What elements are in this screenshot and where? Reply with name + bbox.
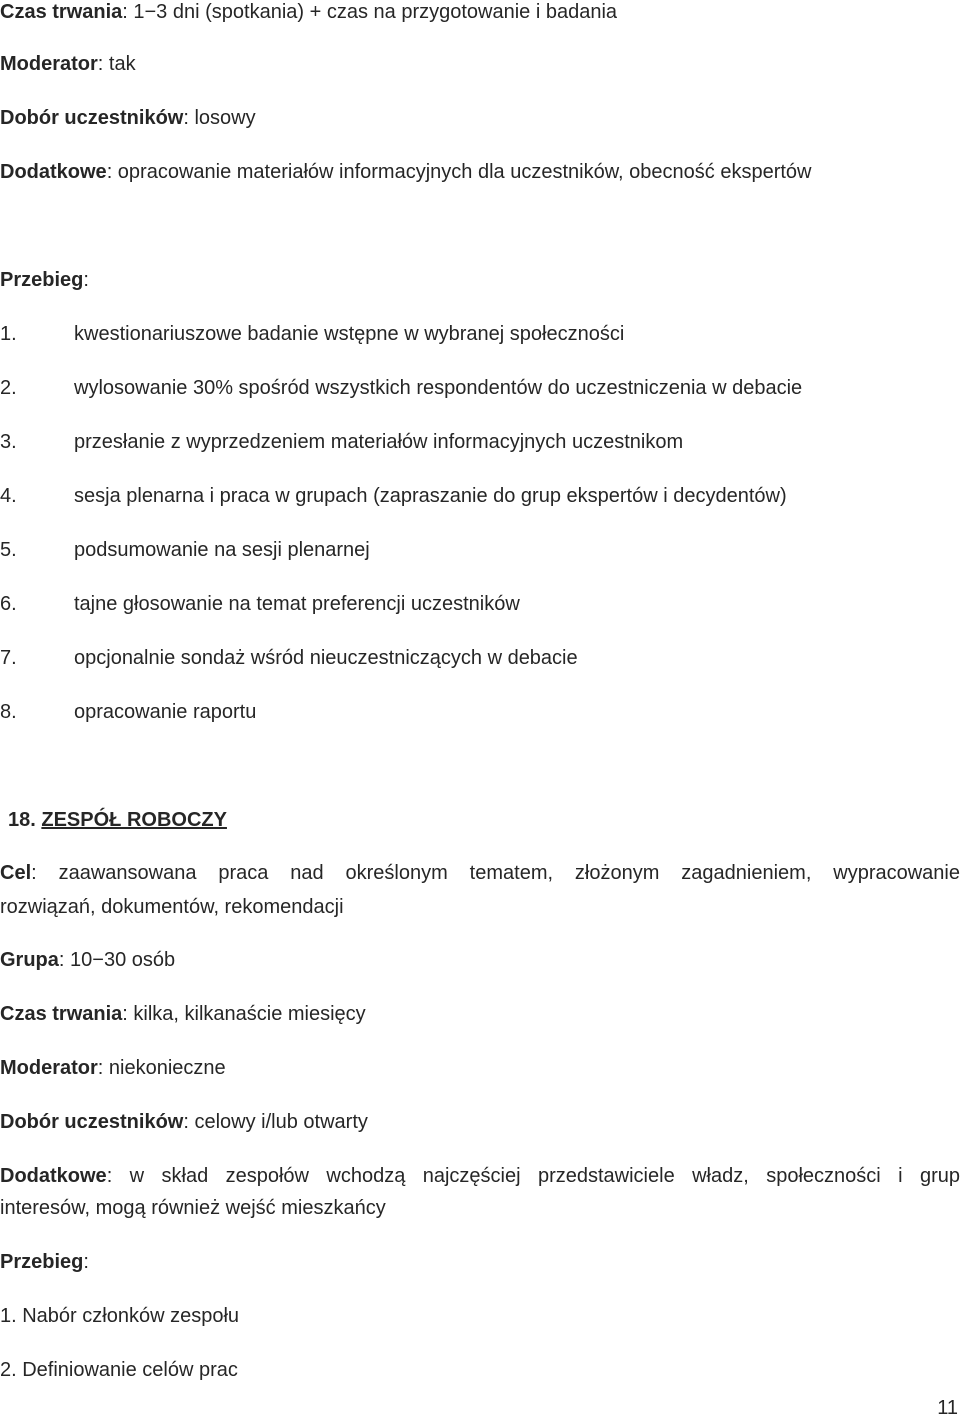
list-item	[0, 538, 370, 562]
goal-value-line1: : zaawansowana praca nad określonym tematem, złożonym zagadnieniem, wypracowanie	[31, 862, 960, 884]
duration-label: Czas trwania	[0, 1, 123, 23]
section-extra-label: Dodatkowe	[0, 1165, 107, 1187]
section-moderator-row	[0, 1056, 226, 1080]
list-item	[0, 700, 256, 724]
duration-value: : 1−3 dni (spotkania) + czas na przygotowanie i badania	[122, 1, 618, 23]
process-colon: :	[83, 269, 89, 291]
section-selection-label: Dobór uczestników	[0, 1111, 184, 1133]
section-title: ZESPÓŁ ROBOCZY	[41, 809, 227, 831]
list-item-text: 2. Definiowanie celów prac	[0, 1359, 238, 1381]
list-item	[0, 1304, 239, 1328]
list-item-text: tajne głosowanie na temat preferencji uczestników	[74, 593, 520, 615]
selection-row	[0, 106, 256, 130]
list-item-text: wylosowanie 30% spośród wszystkich respondentów do uczestniczenia w debacie	[74, 377, 803, 399]
moderator-row	[0, 52, 136, 76]
list-item-text: opcjonalnie sondaż wśród nieuczestniczących w debacie	[74, 647, 578, 669]
list-item-number: 3.	[0, 431, 17, 453]
extra-label: Dodatkowe	[0, 161, 107, 183]
group-label: Grupa	[0, 949, 59, 971]
list-item	[0, 430, 683, 454]
list-item	[0, 484, 787, 508]
duration-row	[0, 0, 617, 24]
list-item-number: 2.	[0, 377, 17, 399]
section-extra-row-continued	[0, 1196, 386, 1220]
list-item-text: opracowanie raportu	[74, 701, 257, 723]
moderator-value: : tak	[97, 53, 136, 75]
list-item	[0, 322, 624, 346]
section-number: 18.	[8, 809, 36, 831]
page-number: 11	[937, 1397, 958, 1419]
list-item	[0, 376, 802, 400]
list-item-number: 4.	[0, 485, 17, 507]
goal-row	[0, 861, 960, 885]
section-duration-label: Czas trwania	[0, 1003, 123, 1025]
selection-label: Dobór uczestników	[0, 107, 184, 129]
section-selection-row	[0, 1110, 368, 1134]
section-extra-value-line1: : w skład zespołów wchodzą najczęściej przedstawiciele władz, społeczności i grup	[106, 1165, 960, 1187]
list-item	[0, 1358, 238, 1382]
extra-value: : opracowanie materiałów informacyjnych dla uczestników, obecność ekspertów	[106, 161, 812, 183]
section-extra-value-line2: interesów, mogą również wejść mieszkańcy	[0, 1197, 386, 1219]
goal-label: Cel	[0, 862, 32, 884]
list-item-text: kwestionariuszowe badanie wstępne w wybranej społeczności	[74, 323, 625, 345]
moderator-label: Moderator	[0, 53, 98, 75]
section-selection-value: : celowy i/lub otwarty	[183, 1111, 368, 1133]
section-duration-value: : kilka, kilkanaście miesięcy	[122, 1003, 366, 1025]
section-process-heading	[0, 1250, 89, 1274]
section-extra-row	[0, 1164, 960, 1188]
list-item-number: 7.	[0, 647, 17, 669]
list-item-number: 8.	[0, 701, 17, 723]
section-heading	[8, 808, 227, 832]
list-item-number: 6.	[0, 593, 17, 615]
list-item-number: 5.	[0, 539, 17, 561]
list-item-text: podsumowanie na sesji plenarnej	[74, 539, 370, 561]
list-item-text: przesłanie z wyprzedzeniem materiałów informacyjnych uczestnikom	[74, 431, 684, 453]
section-moderator-value: : niekonieczne	[97, 1057, 226, 1079]
list-item-text: 1. Nabór członków zespołu	[0, 1305, 240, 1327]
goal-row-continued	[0, 895, 344, 919]
section-process-colon: :	[83, 1251, 89, 1273]
goal-value-line2: rozwiązań, dokumentów, rekomendacji	[0, 896, 344, 918]
list-item-number: 1.	[0, 323, 17, 345]
list-item	[0, 592, 520, 616]
list-item	[0, 646, 578, 670]
process-label: Przebieg	[0, 269, 84, 291]
section-duration-row	[0, 1002, 366, 1026]
selection-value: : losowy	[183, 107, 256, 129]
section-moderator-label: Moderator	[0, 1057, 98, 1079]
process-heading	[0, 268, 89, 292]
list-item-text: sesja plenarna i praca w grupach (zapraszanie do grup ekspertów i decydentów)	[74, 485, 787, 507]
group-value: : 10−30 osób	[58, 949, 176, 971]
section-process-label: Przebieg	[0, 1251, 84, 1273]
extra-row	[0, 160, 811, 184]
group-row	[0, 948, 175, 972]
